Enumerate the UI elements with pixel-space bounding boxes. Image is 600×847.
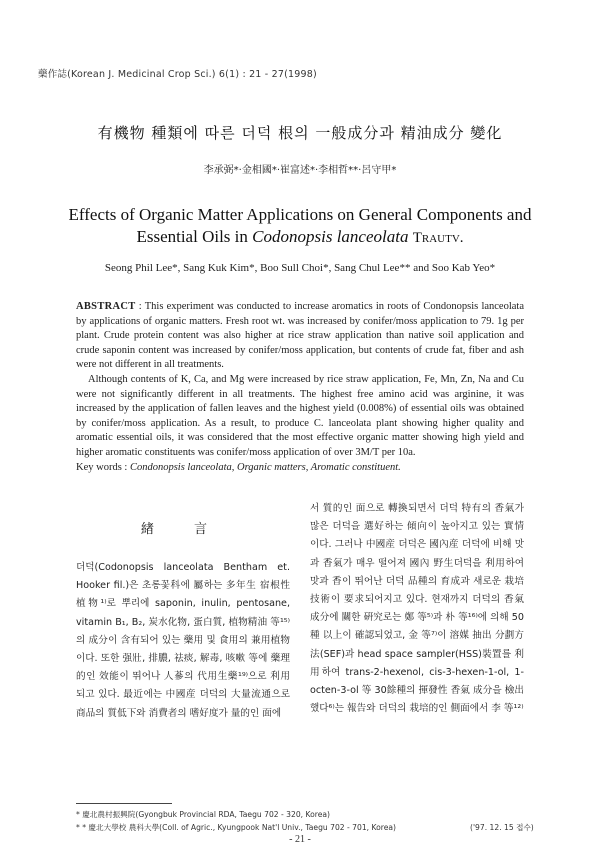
abstract-paragraph-2: Although contents of K, Ca, and Mg were increased by rice straw application, Fe, Mn, Zn, Na and Cu were not significantly different in all treatments. The highest free amino acid was arginine, it was increased by the application of fallen leaves and the highest yield (0.008%) of essential oils was obtained by conifer/moss application. As a result, to produce C. lanceolata plant showing higher quality and aromatic essential oils, it was considered that the most effective organic matter showing high yield and higher aromatic constituents was conifer/moss application of over 3M/T per 10a. bbox=[76, 373, 524, 458]
left-column-text: 더덕(Codonopsis lanceolata Bentham et. Hooker fil.)은 초롱꽃科에 屬하는 多年生 宿根性 植物¹⁾로 뿌리에 saponin, inulin, pentosane, vitamin B₁, B₂, 炭水化物, 蛋白質, 植物精油 等¹⁵⁾의 成分이 含有되어 있는 藥用 및 食用의 兼用植物이다. 또한 强壯, 排膿, 祛痰, 解毒, 咳嗽 等에 藥理的인 效能이 뛰어나 人蔘의 代用生藥¹⁹⁾으로 利用되고 있다. 最近에는 中國産 더덕의 大量流通으로 商品의 質低下와 消費者의 嗜好度가 量的인 面에 bbox=[76, 562, 290, 719]
received-date: ('97. 12. 15 접수) bbox=[470, 823, 534, 832]
column-left bbox=[76, 500, 290, 723]
column-right bbox=[310, 500, 524, 718]
title-korean: 有機物 種類에 따른 더덕 根의 一般成分과 精油成分 變化 bbox=[97, 124, 503, 142]
abstract-paragraph-1: ABSTRACT : This experiment was conducted to increase aromatics in roots of Condonopsis lanceolata by applications of organic matters. Fresh root wt. was increased by conifer/moss application to 79. 1g per plant. Crude protein content was also higher at rice straw application than native soil application and crude saponin content was increased by conifer/moss application, but contents of crude fat, fiber and ash were not different in all treatments. bbox=[76, 301, 525, 371]
page-number: - 21 - bbox=[289, 834, 311, 845]
title-english bbox=[40, 204, 560, 249]
title-english-species: Codonopsis lanceolata bbox=[252, 227, 409, 246]
authors-english: Seong Phil Lee*, Sang Kuk Kim*, Boo Sull Choi*, Sang Chul Lee** and Soo Kab Yeo* bbox=[104, 262, 496, 274]
authors-korean: 李承弼*·金相國*·崔富述*·李相哲**·呂守甲* bbox=[203, 165, 397, 176]
journal-header: 藥作誌(Korean J. Medicinal Crop Sci.) 6(1) : 21 - 27(1998) bbox=[38, 69, 317, 80]
section-title-introduction: 緖 言 bbox=[140, 522, 226, 537]
right-column-text: 서 質的인 面으로 轉換되면서 더덕 特有의 香氣가 많은 더덕을 選好하는 傾向이 높아지고 있는 實情이다. 그러나 中國産 더덕은 國內産 더덕에 비해 맛과 香氣가 매우 떨어져 國內 野生더덕을 利用하여 맛과 香이 뛰어난 더덕 品種의 育成과 새로운 栽培技術이 要求되어지고 있다. 현재까지 더덕의 香氣成分에 關한 硏究로는 鄭 等⁵⁾과 朴 等¹⁶⁾에 의해 50種 以上이 確認되었고, 金 等⁷⁾이 溶媒 抽出 分劃方法(SEF)과 head space sampler(HSS)裝置를 利用하여 trans-2-hexenol, cis-3-hexen-1-ol, 1-octen-3-ol 等 30餘種의 揮發性 香氣 成分을 檢出했다⁶⁾는 報告와 더덕의 栽培的인 側面에서 李 等¹²⁾ bbox=[310, 503, 524, 715]
footnote-affiliation-1: * 慶北農村振興院(Gyongbuk Provincial RDA, Taegu 702 - 320, Korea) bbox=[76, 810, 330, 819]
keywords-value: Condonopsis lanceolata, Organic matters, Aromatic constituent. bbox=[129, 462, 401, 473]
title-english-authority: Trautv. bbox=[412, 230, 464, 246]
footnote-affiliation-2: * * 慶北大學校 農科大學(Coll. of Agric., Kyungpook Nat'l Univ., Taegu 702 - 701, Korea) bbox=[76, 823, 396, 832]
abstract bbox=[76, 300, 524, 461]
abstract-label: ABSTRACT bbox=[76, 301, 136, 312]
footnote-divider bbox=[76, 803, 172, 804]
title-english-main: Effects of Organic Matter Applications on General Components and Essential Oils in bbox=[68, 205, 532, 246]
keywords-label: Key words : bbox=[76, 462, 128, 473]
keywords bbox=[76, 462, 536, 473]
abstract-text-1: This experiment was conducted to increase aromatics in roots of Condonopsis lanceolata by applications of organic matters. Fresh root wt. was increased by conifer/moss application to 79. 1g per plant. Crude protein content was also higher at rice straw application than native soil application and crude saponin content was increased by conifer/moss application, but contents of crude fat, fiber and ash were not different in all treatments. bbox=[76, 301, 525, 371]
